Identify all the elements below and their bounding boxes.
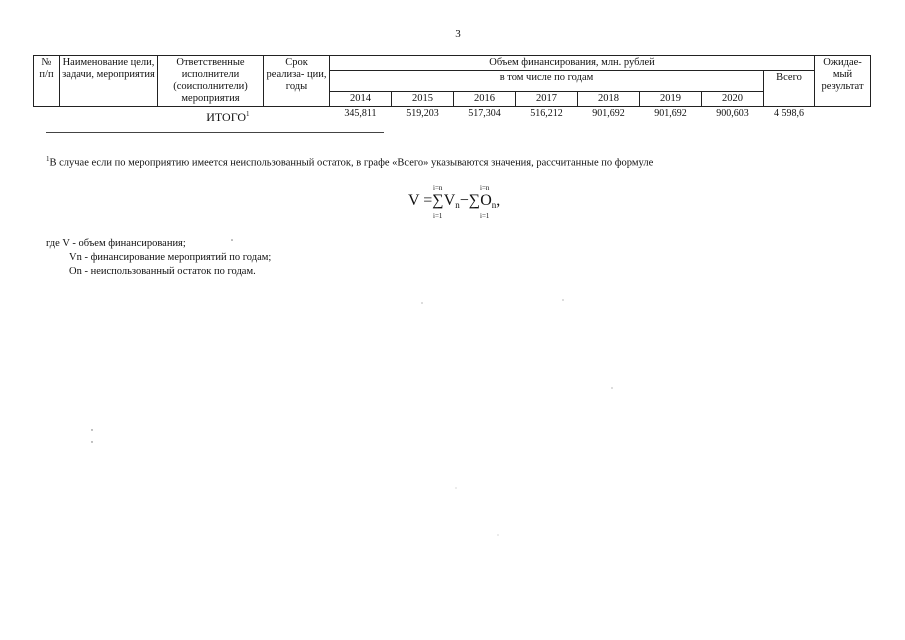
formula-minus: − — [459, 192, 469, 209]
total-value-all: 4 598,6 — [774, 108, 804, 119]
formula-legend — [46, 237, 271, 279]
formula-term2: O — [480, 192, 492, 209]
formula-expression — [408, 192, 500, 210]
total-value-2019: 901,692 — [654, 108, 687, 119]
header-year: 2014 — [330, 92, 392, 107]
header-funding: Объем финансирования, млн. рублей — [330, 56, 815, 71]
header-num: № п/п — [34, 56, 60, 107]
footnote — [46, 155, 846, 169]
legend-line-vn: Vn - финансирование мероприятий по годам; — [69, 252, 272, 263]
header-year: 2020 — [702, 92, 764, 107]
footnote-mark: 1 — [46, 155, 50, 163]
sum2-upper-limit: i=n — [480, 184, 490, 192]
header-year: 2018 — [578, 92, 640, 107]
total-label-cell — [60, 107, 264, 125]
formula-term1: V — [443, 192, 456, 209]
header-responsible: Ответственные исполнители (соисполнители) мероприятия — [158, 56, 264, 107]
footnote-text: В случае если по мероприятию имеется неиспользованный остаток, в графе «Всего» указываются значения, рассчитанные по формуле — [49, 157, 654, 169]
sigma-symbol: ∑ — [432, 192, 444, 209]
sum1-lower-limit: i=1 — [433, 212, 443, 220]
total-value-2020: 900,603 — [716, 108, 749, 119]
page-number: 3 — [455, 28, 461, 40]
total-value-2014: 345,811 — [344, 108, 377, 119]
legend-line-on: On - неиспользованный остаток по годам. — [69, 266, 256, 277]
sum1-upper-limit: i=n — [433, 184, 443, 192]
total-footnote-mark: 1 — [246, 110, 250, 118]
header-year: 2016 — [454, 92, 516, 107]
header-year: 2017 — [516, 92, 578, 107]
formula-tail: , — [496, 192, 501, 209]
formula-sub2: n — [491, 200, 497, 210]
funding-table — [33, 55, 871, 124]
legend-line-v: где V - объем финансирования; — [46, 238, 186, 249]
formula — [408, 180, 538, 222]
total-value-2018: 901,692 — [592, 108, 625, 119]
total-value-2017: 516,212 — [530, 108, 563, 119]
footnote-separator — [46, 132, 384, 133]
header-year: 2015 — [392, 92, 454, 107]
total-value-2015: 519,203 — [406, 108, 439, 119]
header-term: Срок реализа- ции, годы — [264, 56, 330, 107]
header-year: 2019 — [640, 92, 702, 107]
total-label: ИТОГО — [206, 110, 246, 124]
sigma-symbol: ∑ — [468, 192, 481, 209]
sum2-lower-limit: i=1 — [480, 212, 490, 220]
formula-sub1: n — [455, 200, 460, 210]
formula-lhs: V — [408, 192, 420, 209]
header-expected: Ожидае- мый результат — [815, 56, 871, 107]
header-total: Всего — [764, 71, 815, 107]
table-row-total — [34, 107, 871, 125]
header-by-year: в том числе по годам — [330, 71, 764, 92]
formula-equals: = — [423, 192, 433, 209]
total-value-2016: 517,304 — [468, 108, 501, 119]
header-name: Наименование цели, задачи, мероприятия — [60, 56, 158, 107]
